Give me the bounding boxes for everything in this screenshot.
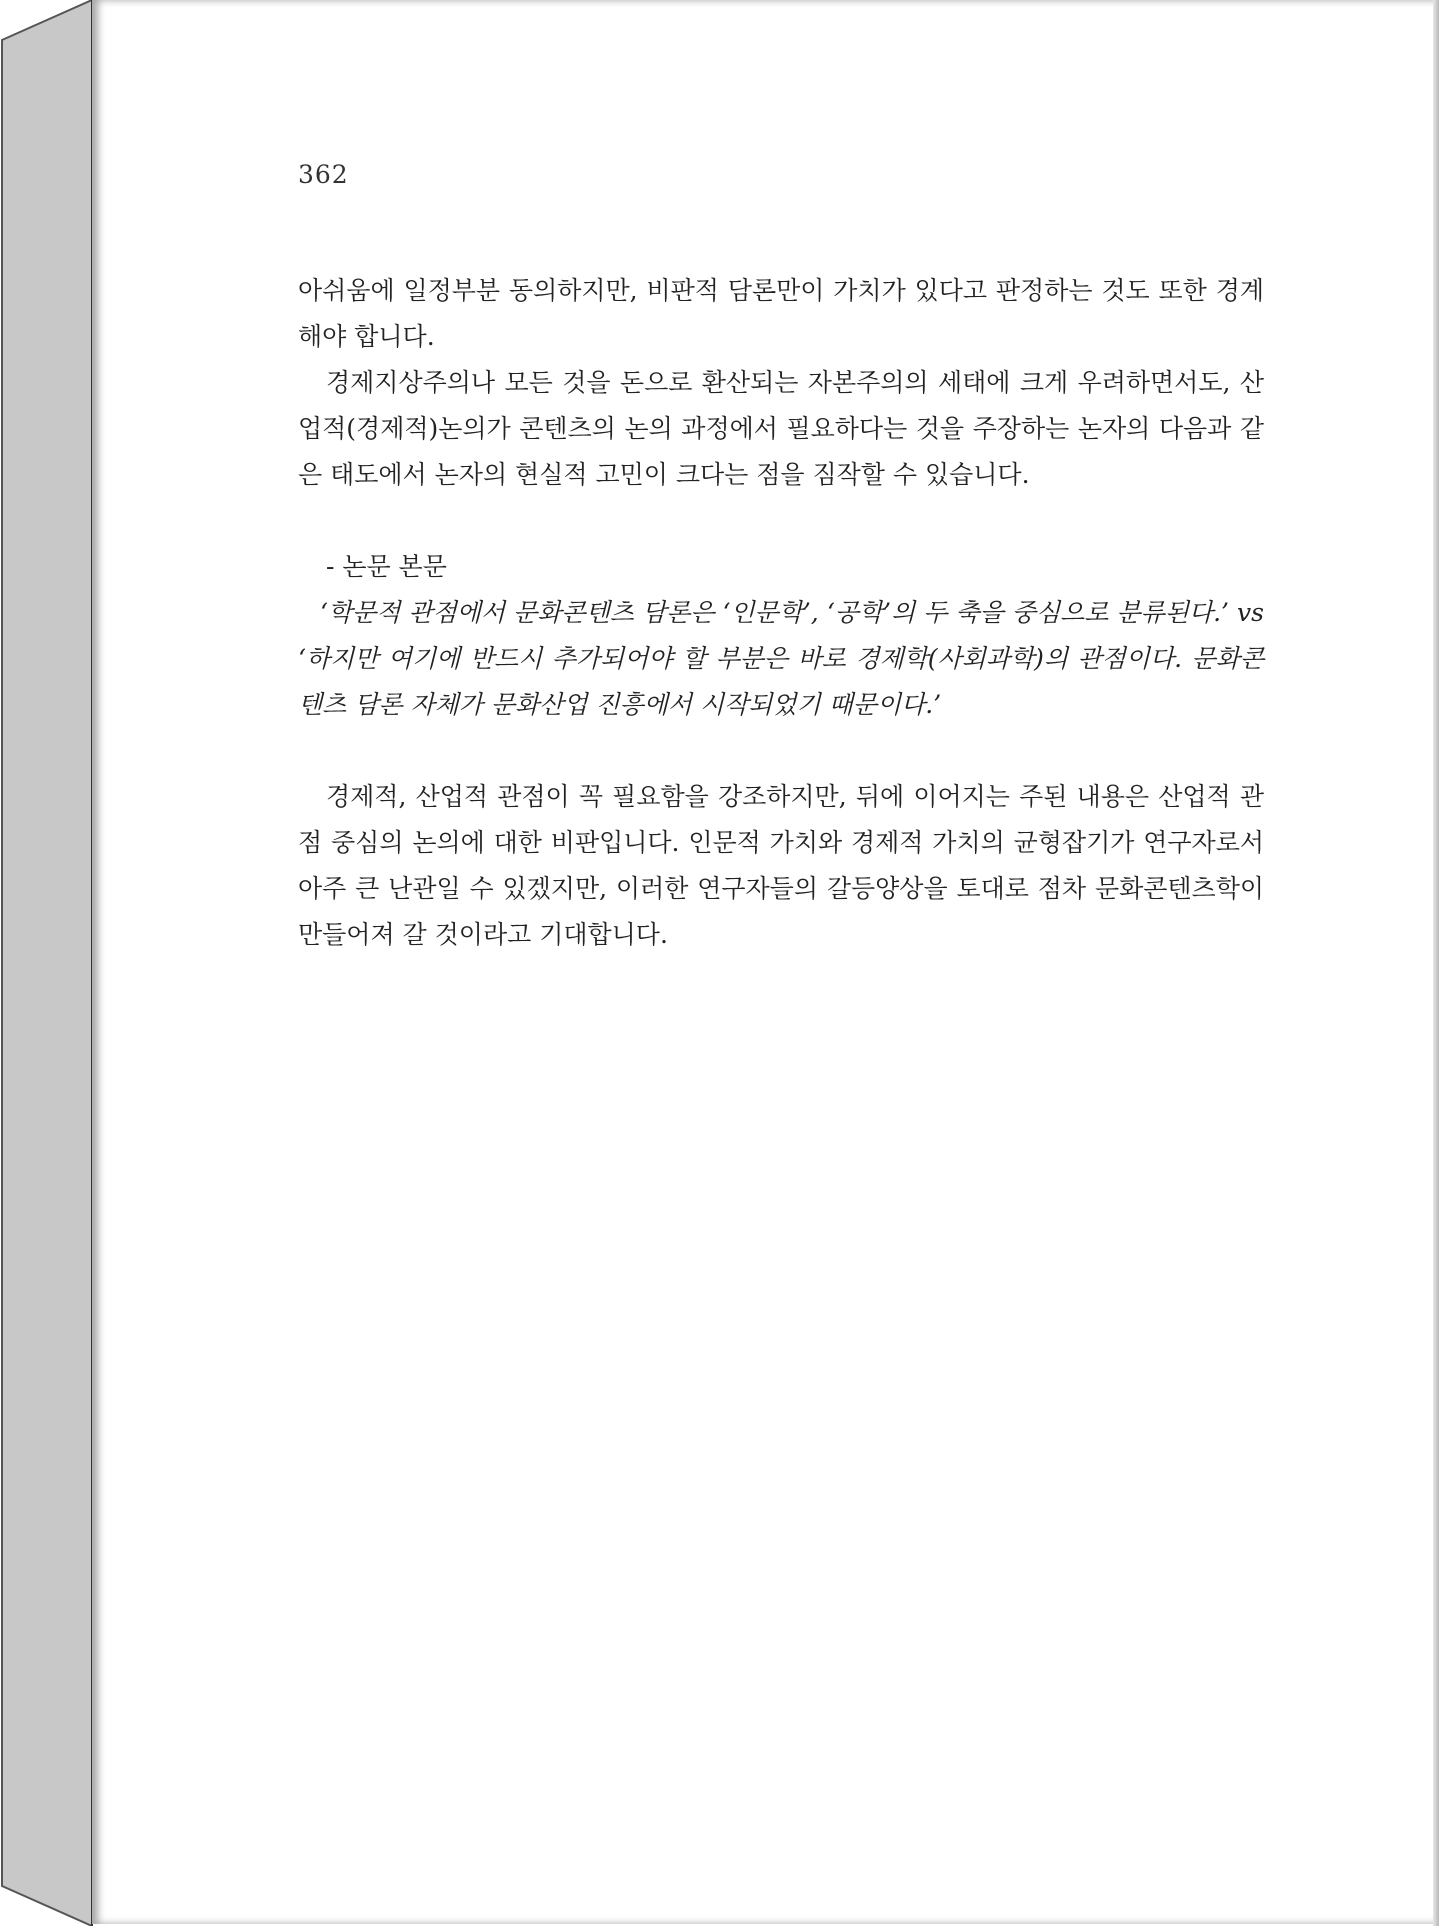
spacer — [298, 498, 1264, 544]
page-number: 362 — [298, 160, 349, 189]
paragraph-3: 경제적, 산업적 관점이 꼭 필요함을 강조하지만, 뒤에 이어지는 주된 내용은 산업적 관점 중심의 논의에 대한 비판입니다. 인문적 가치와 경제적 가치의 균형잡기가 연구자로서 아주 큰 난관일 수 있겠지만, 이러한 연구자들의 갈등양상을 토대로 점차 문화콘텐츠학이 만들어져 갈 것이라고 기대합니다. — [298, 782, 1264, 949]
paragraph-2: 경제지상주의나 모든 것을 돈으로 환산되는 자본주의의 세태에 크게 우려하면서도, 산업적(경제적)논의가 콘텐츠의 논의 과정에서 필요하다는 것을 주장하는 논자의 다음과 같은 태도에서 논자의 현실적 고민이 크다는 점을 짐작할 수 있습니다. — [298, 368, 1264, 489]
book-spine — [0, 0, 96, 1926]
quoted-passage: ‘학문적 관점에서 문화콘텐츠 담론은 ‘인문학’, ‘공학’의 두 축을 중심으로 분류된다.’ vs ‘하지만 여기에 반드시 추가되어야 할 부분은 바로 경제학(사회과학)의 관점이다. 문화콘텐츠 담론 자체가 문화산업 진흥에서 시작되었기 때문이다.’ — [298, 598, 1264, 719]
spacer — [298, 728, 1264, 774]
paragraph-1: 아쉬움에 일정부분 동의하지만, 비판적 담론만이 가치가 있다고 판정하는 것도 또한 경계해야 합니다. — [298, 276, 1264, 351]
page-edge — [1433, 0, 1439, 1926]
page-body — [298, 268, 1264, 958]
section-label: - 논문 본문 — [326, 552, 447, 581]
